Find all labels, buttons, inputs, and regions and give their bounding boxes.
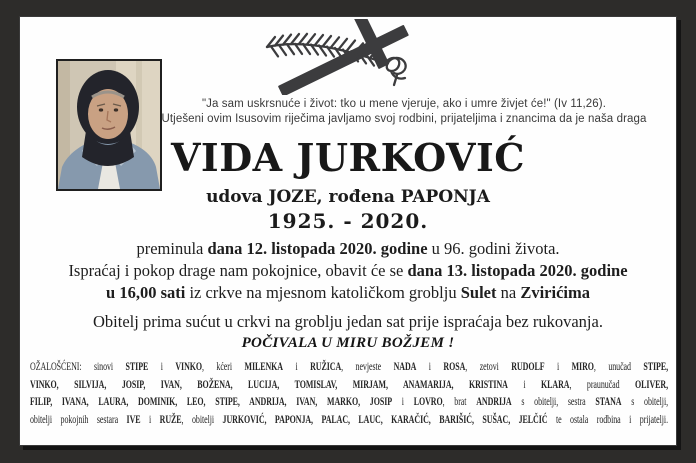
funeral-info-line: Ispraćaj i pokop drage nam pokojnice, obavit će se dana 13. listopada 2020. godine [68, 261, 628, 280]
rest-in-peace-line: POČIVALA U MIRU BOŽJEM ! [241, 335, 455, 351]
mourners-line: VINKO, SILVIJA, JOSIP, IVAN, BOŽENA, LUCIJA, TOMISLAV, MIRJAM, ANAMARIJA, KRISTINA i KLARA, praunučad OLIVER, [30, 378, 669, 391]
years-line: 1925. - 2020. [267, 209, 429, 233]
condolence-line: Obitelj prima sućut u crkvi na groblju jedan sat prije ispraćaja bez rukovanja. [93, 312, 603, 331]
scripture-quote-line: "Ja sam uskrsnuće i život: tko u mene vjeruje, ako i umre živjet će!" (Iv 11,26). [201, 98, 606, 110]
mourners-line: obitelji pokojnih sestara IVE i RUŽE, obitelji JURKOVIĆ, PAPONJA, PALAC, LAUC, KARAČIĆ, BARIŠIĆ, SUŠAC, JELČIĆ te ostala rodbina i prijatelji. [30, 413, 669, 426]
death-info-line: preminula dana 12. listopada 2020. godine u 96. godini života. [136, 239, 560, 258]
funeral-place-line: u 16,00 sati iz crkve na mjesnom katoličkom groblju Sulet na Zvirićima [106, 283, 590, 302]
mourners-paragraph [30, 359, 668, 429]
deceased-name: VIDA JURKOVIĆ [170, 135, 526, 180]
obituary-notice-card [19, 16, 677, 446]
relation-line: udova JOZE, rođena PAPONJA [206, 187, 490, 207]
mourners-line: OŽALOŠĆENI: sinovi STIPE i VINKO, kćeri MILENKA i RUŽICA, nevjeste NADA i ROSA, zetovi RUDOLF i MIRO, unučad STIPE, [30, 361, 669, 373]
cross-with-palm-branch-icon [263, 19, 435, 95]
intro-line: Utješeni ovim Isusovim riječima javljamo svoj rodbini, prijateljima i znancima da je naša draga [161, 113, 647, 125]
mourners-line: FILIP, IVANA, LAURA, DOMINIK, LEO, STIPE, ANDRIJA, IVAN, MARKO, JOSIP i LOVRO, brat ANDRIJA s obitelji, sestra STANA s obitelji, [30, 396, 669, 409]
